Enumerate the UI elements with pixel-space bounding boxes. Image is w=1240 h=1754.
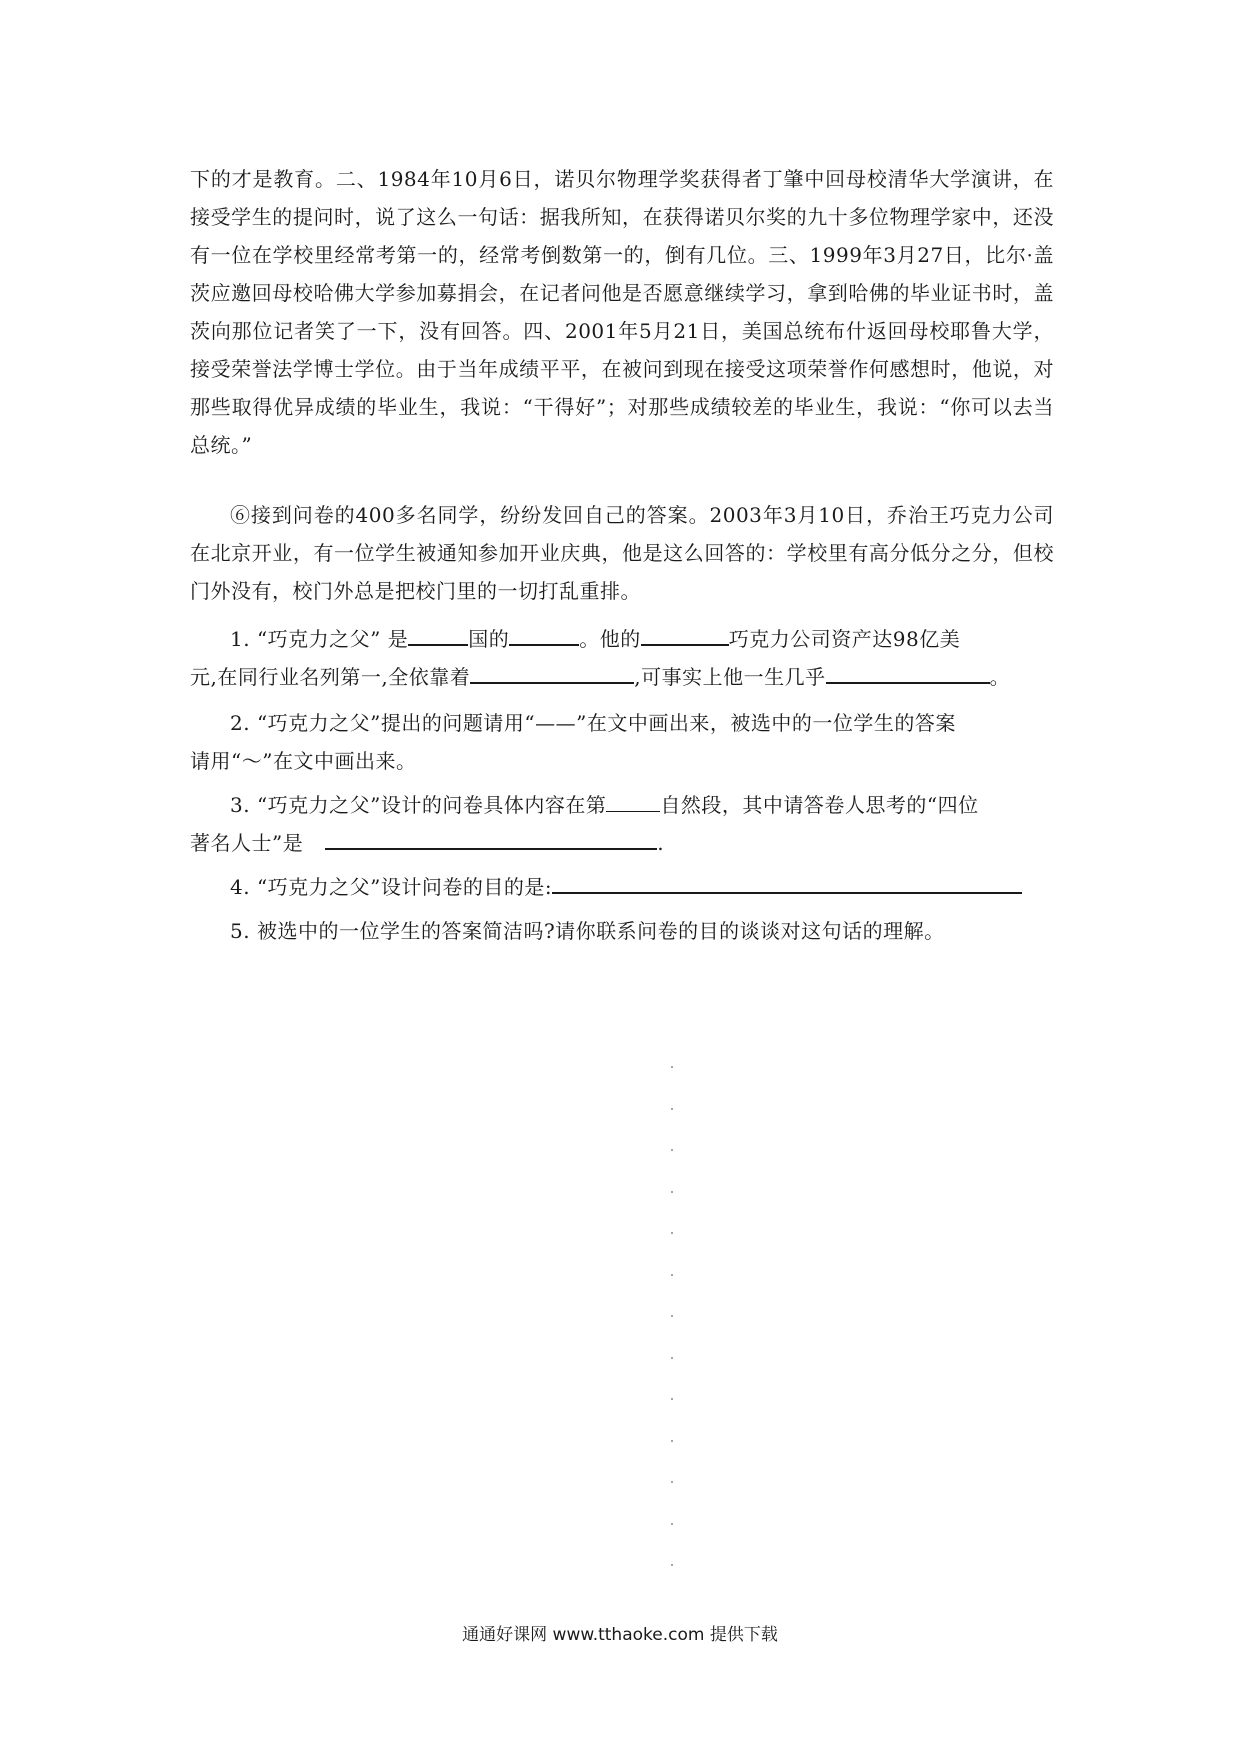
answer-blank[interactable] xyxy=(641,620,729,646)
question-3-line-2 xyxy=(190,824,1054,862)
question-4 xyxy=(190,868,1054,906)
question-2-line-1 xyxy=(190,704,1054,742)
footer-credit: 通通好课网 www.tthaoke.com 提供下载 xyxy=(462,1625,778,1645)
answer-blank[interactable] xyxy=(826,658,990,684)
scan-dot xyxy=(671,1066,673,1068)
answer-blank[interactable] xyxy=(509,620,579,646)
scan-dot xyxy=(671,1232,673,1234)
question-3-text: 著名人士”是 xyxy=(190,831,304,855)
scan-dot xyxy=(671,1108,673,1110)
scan-dot xyxy=(671,1523,673,1525)
question-1-line-2 xyxy=(190,658,1054,696)
question-1-text: 1. “巧克力之父” 是 xyxy=(230,627,409,651)
question-3-line-1 xyxy=(190,786,1054,824)
question-3-text: . xyxy=(657,831,665,855)
question-1-text: ,可事实上他一生几乎 xyxy=(634,665,826,689)
answer-blank[interactable] xyxy=(606,787,660,812)
question-2-text: 请用“～”在文中画出来。 xyxy=(190,749,417,773)
scan-dot xyxy=(671,1274,673,1276)
passage-paragraph-6: ⑥接到问卷的400多名同学，纷纷发回自己的答案。2003年3月10日，乔治王巧克力公司在北京开业，有一位学生被通知参加开业庆典，他是这么回答的：学校里有高分低分之分，但校门外没有，校门外总是把校门里的一切打乱重排。 xyxy=(190,503,1054,603)
question-1-text: 国的 xyxy=(468,627,510,651)
scan-dot xyxy=(671,1357,673,1359)
passage-paragraph: 下的才是教育。二、1984年10月6日，诺贝尔物理学奖获得者丁肇中回母校清华大学演讲，在接受学生的提问时，说了这么一句话：据我所知，在获得诺贝尔奖的九十多位物理学家中，还没有一位在学校里经常考第一的，经常考倒数第一的，倒有几位。三、1999年3月27日，比尔·盖茨应邀回母校哈佛大学参加募捐会，在记者问他是否愿意继续学习，拿到哈佛的毕业证书时，盖茨向那位记者笑了一下，没有回答。四、2001年5月21日，美国总统布什返回母校耶鲁大学，接受荣誉法学博士学位。由于当年成绩平平，在被问到现在接受这项荣誉作何感想时，他说，对那些取得优异成绩的毕业生，我说：“干得好”；对那些成绩较差的毕业生，我说：“你可以去当总统。” xyxy=(190,167,1054,457)
question-1-line-1 xyxy=(190,620,1054,658)
question-1-text: 。他的 xyxy=(579,627,641,651)
scan-dot xyxy=(671,1440,673,1442)
question-3-text: 3. “巧克力之父”设计的问卷具体内容在第 xyxy=(230,793,607,817)
scan-dot xyxy=(671,1564,673,1566)
answer-blank[interactable] xyxy=(552,868,1022,894)
question-5 xyxy=(190,912,1054,950)
scan-dot xyxy=(671,1398,673,1400)
question-1-text: 元,在同行业名列第一,全依靠着 xyxy=(190,665,471,689)
scan-dot xyxy=(671,1315,673,1317)
scan-dot xyxy=(671,1191,673,1193)
question-2-line-2 xyxy=(190,742,1054,780)
question-3-text: 自然段，其中请答卷人思考的“四位 xyxy=(660,793,979,817)
question-1-text: 。 xyxy=(989,665,1011,689)
answer-blank[interactable] xyxy=(470,658,634,684)
question-5-text: 5. 被选中的一位学生的答案简洁吗?请你联系问卷的目的谈谈对这句话的理解。 xyxy=(230,919,945,943)
question-1-text: 巧克力公司资产达98亿美 xyxy=(728,627,961,651)
answer-blank[interactable] xyxy=(325,824,657,850)
question-2-text: 2. “巧克力之父”提出的问题请用“——”在文中画出来，被选中的一位学生的答案 xyxy=(230,711,956,735)
question-4-text: 4. “巧克力之父”设计问卷的目的是: xyxy=(230,875,553,899)
scan-dot xyxy=(671,1481,673,1483)
answer-blank[interactable] xyxy=(408,620,468,646)
scan-dot xyxy=(671,1149,673,1151)
